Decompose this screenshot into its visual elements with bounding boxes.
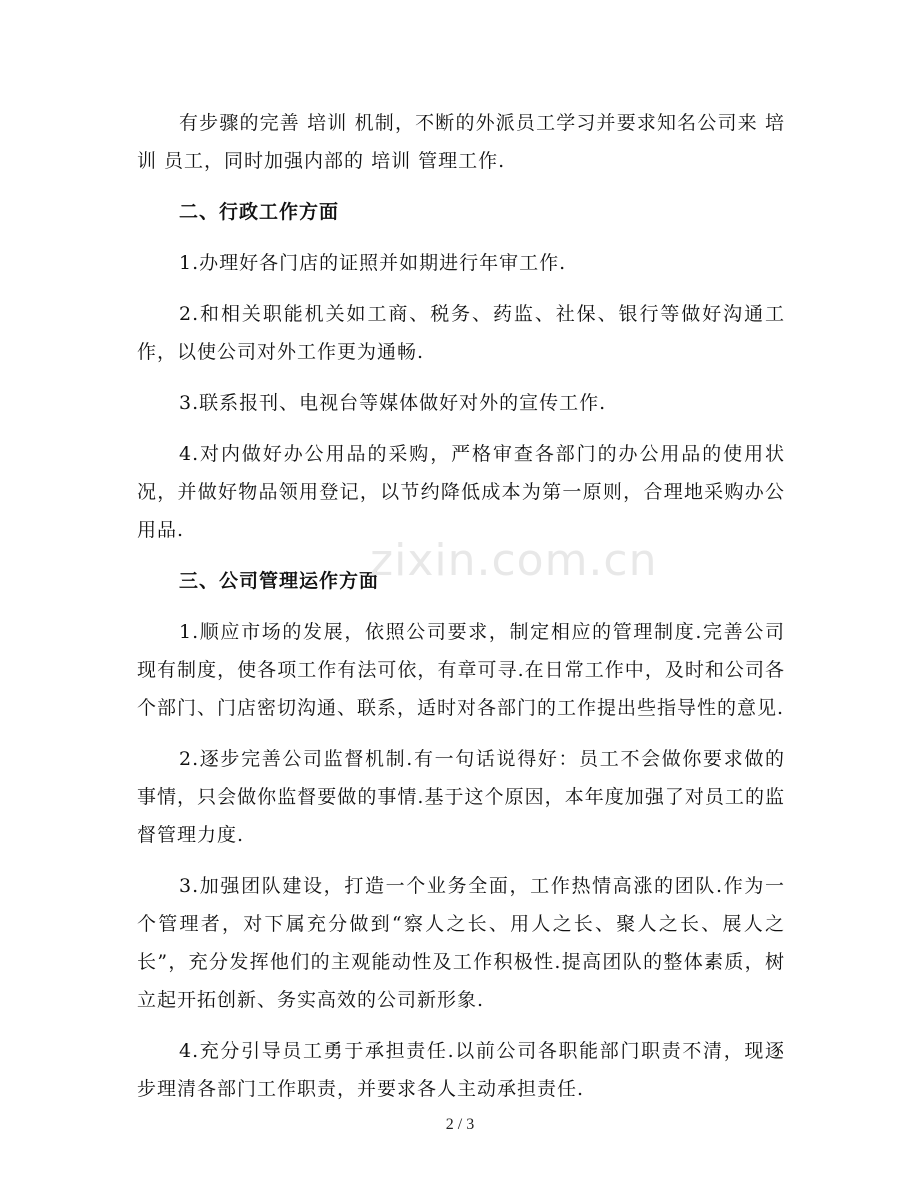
- paragraph-training: 有步骤的完善 培训 机制，不断的外派员工学习并要求知名公司来 培训 员工，同时加强内部的 培训 管理工作.: [137, 112, 785, 172]
- paragraph-management-3: 3.加强团队建设，打造一个业务全面，工作热情高涨的团队.作为一个管理者，对下属充分做到“察人之长、用人之长、聚人之长、展人之长”，充分发挥他们的主观能动性及工作积极性.提高团队的整体素质，树立起开拓创新、务实高效的公司新形象.: [137, 875, 785, 1011]
- paragraph-management-4: 4.充分引导员工勇于承担责任.以前公司各职能部门职责不清，现逐步理清各部门工作职责，并要求各人主动承担责任.: [137, 1040, 785, 1100]
- document-body: [137, 104, 785, 1121]
- paragraph-admin-2: 2.和相关职能机关如工商、税务、药监、社保、银行等做好沟通工作，以使公司对外工作更为通畅.: [137, 303, 785, 363]
- paragraph-admin-4: 4.对内做好办公用品的采购，严格审查各部门的办公用品的使用状况，并做好物品领用登记，以节约降低成本为第一原则，合理地采购办公用品.: [137, 443, 785, 541]
- heading-administration: 二、行政工作方面: [179, 201, 340, 223]
- page-number: 2 / 3: [445, 1116, 475, 1133]
- watermark: zixin.com.cn: [370, 535, 658, 586]
- heading-management: 三、公司管理运作方面: [179, 570, 380, 592]
- paragraph-management-1: 1.顺应市场的发展，依照公司要求，制定相应的管理制度.完善公司现有制度，使各项工作有法可依，有章可寻.在日常工作中，及时和公司各个部门、门店密切沟通、联系，适时对各部门的工作提出些指导性的意见.: [137, 621, 785, 719]
- paragraph-admin-3: 3.联系报刊、电视台等媒体做好对外的宣传工作.: [179, 392, 607, 414]
- paragraph-management-2: 2.逐步完善公司监督机制.有一句话说得好：员工不会做你要求做的事情，只会做你监督要做的事情.基于这个原因，本年度加强了对员工的监督管理力度.: [137, 748, 785, 846]
- paragraph-admin-1: 1.办理好各门店的证照并如期进行年审工作.: [179, 252, 567, 274]
